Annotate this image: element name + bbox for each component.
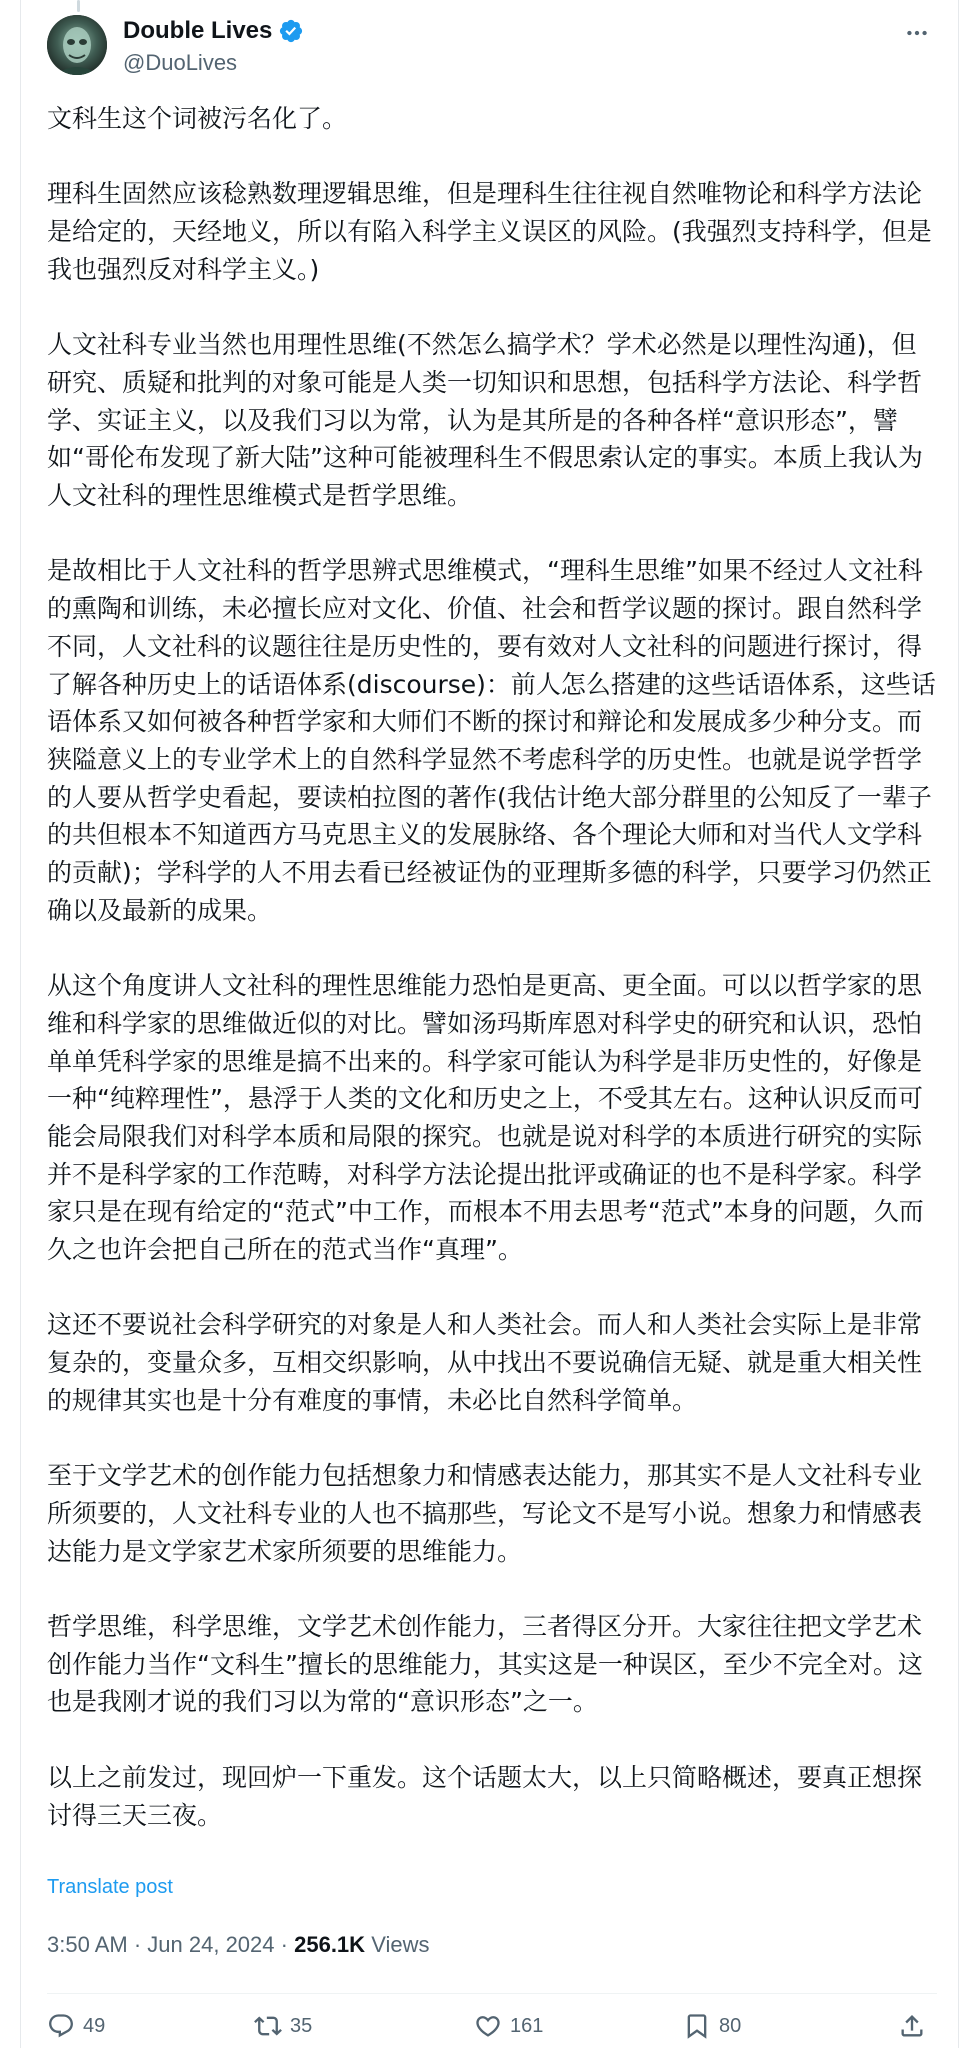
meta-separator: · bbox=[280, 1932, 288, 1957]
post-paragraph: 理科生固然应该稔熟数理逻辑思维，但是理科生往往视自然唯物论和科学方法论是给定的，天经地义，所以有陷入科学主义误区的风险。(我强烈支持科学，但是我也强烈反对科学主义。) bbox=[47, 179, 932, 284]
share-button[interactable] bbox=[898, 2006, 926, 2046]
like-button[interactable] bbox=[474, 2006, 543, 2046]
avatar-image bbox=[47, 15, 107, 75]
bookmark-count: 80 bbox=[719, 2014, 742, 2037]
more-options-button[interactable] bbox=[897, 18, 937, 48]
repost-count: 35 bbox=[290, 2014, 313, 2037]
post-paragraph: 这还不要说社会科学研究的对象是人和人类社会。而人和人类社会实际上是非常复杂的，变量众多，互相交织影响，从中找出不要说确信无疑、就是重大相关性的规律其实也是十分有难度的事情，未必比自然科学简单。 bbox=[47, 1310, 923, 1415]
post-paragraph: 以上之前发过，现回炉一下重发。这个话题太大，以上只简略概述，要真正想探讨得三天三夜。 bbox=[47, 1762, 923, 1830]
repost-button[interactable] bbox=[254, 2006, 312, 2046]
meta-separator: · bbox=[133, 1932, 142, 1957]
post-paragraph: 文科生这个词被污名化了。 bbox=[47, 104, 348, 133]
name-row bbox=[123, 16, 304, 46]
bookmark-icon bbox=[683, 2012, 711, 2040]
post-paragraph: 哲学思维，科学思维，文学艺术创作能力，三者得区分开。大家往往把文学艺术创作能力当作“文科生”擅长的思维能力，其实这是一种误区，至少不完全对。这也是我刚才说的我们习以为常的“意识形态”之一。 bbox=[47, 1612, 923, 1717]
bookmark-button[interactable] bbox=[683, 2006, 741, 2046]
post-text bbox=[47, 100, 937, 1834]
action-bar bbox=[47, 2006, 937, 2046]
reply-icon bbox=[47, 2012, 75, 2040]
reply-count: 49 bbox=[83, 2014, 106, 2037]
reply-button[interactable] bbox=[47, 2006, 105, 2046]
views-label: Views bbox=[371, 1932, 430, 1957]
post-paragraph: 从这个角度讲人文社科的理性思维能力恐怕是更高、更全面。可以以哲学家的思维和科学家的思维做近似的对比。譬如汤玛斯库恩对科学史的研究和认识，恐怕单单凭科学家的思维是搞不出来的。科学家可能认为科学是非历史性的，好像是一种“纯粹理性”，悬浮于人类的文化和历史之上，不受其左右。这种认识反而可能会局限我们对科学本质和局限的探究。也就是说对科学的本质进行研究的实际并不是科学家的工作范畴，对科学方法论提出批评或确证的也不是科学家。科学家只是在现有给定的“范式”中工作，而根本不用去思考“范式”本身的问题，久而久之也许会把自己所在的范式当作“真理”。 bbox=[47, 971, 924, 1265]
post-time[interactable]: 3:50 AM bbox=[47, 1932, 128, 1957]
left-border bbox=[20, 0, 21, 2048]
post-paragraph: 是故相比于人文社科的哲学思辨式思维模式，“理科生思维”如果不经过人文社科的熏陶和训练，未必擅长应对文化、价值、社会和哲学议题的探讨。跟自然科学不同，人文社科的议题往往是历史性的，要有效对人文社科的问题进行探讨，得了解各种历史上的话语体系(discourse)：前人怎么搭建的这些话语体系，这些话语体系又如何被各种哲学家和大师们不断的探讨和辩论和发展成多少种分支。而狭隘意义上的专业学术上的自然科学显然不考虑科学的历史性。也就是说学哲学的人要从哲学史看起，要读柏拉图的著作(我估计绝大部分群里的公知反了一辈子的共但根本不知道西方马克思主义的发展脉络、各个理论大师和对当代人文学科的贡献)；学科学的人不用去看已经被证伪的亚理斯多德的科学，只要学习仍然正确以及最新的成果。 bbox=[47, 556, 936, 925]
views-count: 256.1K bbox=[294, 1932, 366, 1957]
heart-icon bbox=[474, 2012, 502, 2040]
verified-badge-icon bbox=[278, 18, 304, 44]
post-paragraph: 至于文学艺术的创作能力包括想象力和情感表达能力，那其实不是人文社科专业所须要的，人文社科专业的人也不搞那些，写论文不是写小说。想象力和情感表达能力是文学家艺术家所须要的思维能力。 bbox=[47, 1461, 923, 1566]
right-border bbox=[958, 0, 959, 2048]
post-date[interactable]: Jun 24, 2024 bbox=[147, 1932, 275, 1957]
post-meta bbox=[47, 1932, 429, 1958]
display-name[interactable]: Double Lives bbox=[123, 17, 273, 44]
more-horizontal-icon bbox=[904, 20, 930, 46]
share-icon bbox=[898, 2012, 926, 2040]
translate-post-link[interactable]: Translate post bbox=[47, 1876, 173, 1898]
like-count: 161 bbox=[510, 2014, 544, 2037]
repost-icon bbox=[254, 2012, 282, 2040]
avatar[interactable] bbox=[47, 15, 107, 75]
user-handle[interactable]: @DuoLives bbox=[123, 50, 238, 75]
post-header bbox=[47, 10, 937, 80]
divider bbox=[47, 1993, 937, 1994]
post-paragraph: 人文社科专业当然也用理性思维(不然怎么搞学术？学术必然是以理性沟通)，但研究、质疑和批判的对象可能是人类一切知识和思想，包括科学方法论、科学哲学、实证主义，以及我们习以为常，认为是其所是的各种各样“意识形态”，譬如“哥伦布发现了新大陆”这种可能被理科生不假思索认定的事实。本质上我认为人文社科的理性思维模式是哲学思维。 bbox=[47, 330, 923, 510]
